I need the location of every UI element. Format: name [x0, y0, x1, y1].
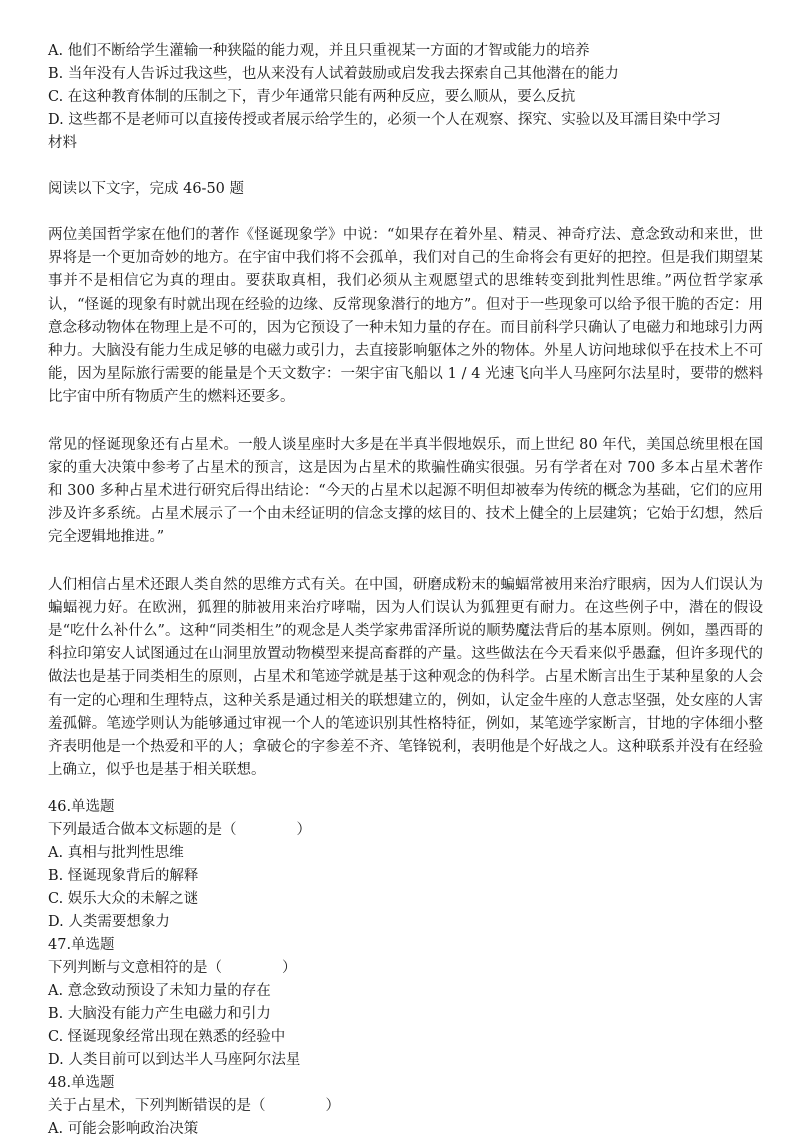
document-page [48, 40, 763, 1141]
question-number: 47.单选题 [48, 937, 115, 954]
question-stem: 关于占星术，下列判断错误的是（ ） [48, 1098, 340, 1115]
question-number: 46.单选题 [48, 799, 115, 816]
option-d: D. 这些都不是老师可以直接传授或者展示给学生的，必须一个人在观察、探究、实验以及耳濡目染中学习 [48, 112, 721, 128]
answer-option-d[interactable]: D. 人类需要想象力 [48, 914, 170, 931]
answer-option-a[interactable]: A. 意念致动预设了未知力量的存在 [48, 983, 271, 1000]
question-number: 48.单选题 [48, 1075, 115, 1092]
question-stem: 下列判断与文意相符的是（ ） [48, 960, 297, 977]
passage-paragraph-2: 常见的怪诞现象还有占星术。一般人谈星座时大多是在半真半假地娱乐，而上世纪 80 年代，美国总统里根在国家的重大决策中参考了占星术的预言，这是因为占星术的欺骗性确实很强。另有学者在对 700 多本占星术著作和 300 多种占星术进行研究后得出结论：“今天的占星术以起源不明但却被奉为传统的概念为基础，它们的应用涉及许多系统。占星术展示了一个由未经证明的信念支撑的炫目的、技术上健全的上层建筑；它始于幻想，然后完全逻辑地推进。” [48, 436, 763, 546]
option-b: B. 当年没有人告诉过我这些，也从来没有人试着鼓励或启发我去探索自己其他潜在的能力 [48, 66, 619, 82]
material-label: 材料 [48, 135, 77, 151]
option-c: C. 在这种教育体制的压制之下，青少年通常只能有两种反应，要么顺从，要么反抗 [48, 89, 576, 105]
answer-option-a[interactable]: A. 可能会影响政治决策 [48, 1121, 199, 1138]
answer-option-c[interactable]: C. 娱乐大众的未解之谜 [48, 891, 199, 908]
question-46 [48, 796, 763, 934]
question-48 [48, 1072, 763, 1141]
option-a: A. 他们不断给学生灌输一种狭隘的能力观，并且只重视某一方面的才智或能力的培养 [48, 43, 590, 59]
answer-option-d[interactable]: D. 人类目前可以到达半人马座阿尔法星 [48, 1052, 301, 1069]
answer-option-b[interactable]: B. 怪诞现象背后的解释 [48, 868, 199, 885]
reading-instruction: 阅读以下文字，完成 46-50 题 [48, 181, 245, 197]
passage-paragraph-1: 两位美国哲学家在他们的著作《怪诞现象学》中说：“如果存在着外星、精灵、神奇疗法、意念致动和来世，世界将是一个更加奇妙的地方。在宇宙中我们将不会孤单，我们对自己的生命将会有更好的把控。但是我们期望某事并不是相信它为真的理由。要获取真相，我们必须从主观愿望式的思维转变到批判性思维。”两位哲学家承认，“怪诞的现象有时就出现在经验的边缘、反常现象潜行的地方”。但对于一些现象可以给予很干脆的否定：用意念移动物体在物理上是不可的，因为它预设了一种未知力量的存在。而目前科学只确认了电磁力和地球引力两种力。大脑没有能力生成足够的电磁力或引力，去直接影响躯体之外的物体。外星人访问地球似乎在技术上不可能，因为星际旅行需要的能量是个天文数字：一架宇宙飞船以 1 / 4 光速飞向半人马座阿尔法星时，要带的燃料比宇宙中所有物质产生的燃料还要多。 [48, 227, 763, 406]
previous-question-options [48, 40, 763, 155]
answer-option-a[interactable]: A. 真相与批判性思维 [48, 845, 184, 862]
question-stem: 下列最适合做本文标题的是（ ） [48, 822, 311, 839]
answer-option-b[interactable]: B. 大脑没有能力产生电磁力和引力 [48, 1006, 271, 1023]
passage-paragraph-3: 人们相信占星术还跟人类自然的思维方式有关。在中国，研磨成粉末的蝙蝠常被用来治疗眼病，因为人们误认为蝙蝠视力好。在欧洲，狐狸的肺被用来治疗哮喘，因为人们误认为狐狸更有耐力。在这些例子中，潜在的假设是“吃什么补什么”。这种“同类相生”的观念是人类学家弗雷泽所说的顺势魔法背后的基本原则。例如，墨西哥的科拉印第安人试图通过在山洞里放置动物模型来提高畜群的产量。这些做法在今天看来似乎愚蠢，但许多现代的做法也是基于同类相生的原则，占星术和笔迹学就是基于这种观念的伪科学。占星术断言出生于某种星象的人会有一定的心理和生理特点，这种关系是通过相关的联想建立的，例如，认定金牛座的人意志坚强，处女座的人害羞孤僻。笔迹学则认为能够通过审视一个人的笔迹识别其性格特征，例如，某笔迹学家断言，甘地的字体细小整齐表明他是一个热爱和平的人；拿破仑的字参差不齐、笔锋锐利，表明他是个好战之人。这种联系并没有在经验上确立，似乎也是基于相关联想。 [48, 576, 763, 779]
question-47 [48, 934, 763, 1072]
answer-option-c[interactable]: C. 怪诞现象经常出现在熟悉的经验中 [48, 1029, 286, 1046]
